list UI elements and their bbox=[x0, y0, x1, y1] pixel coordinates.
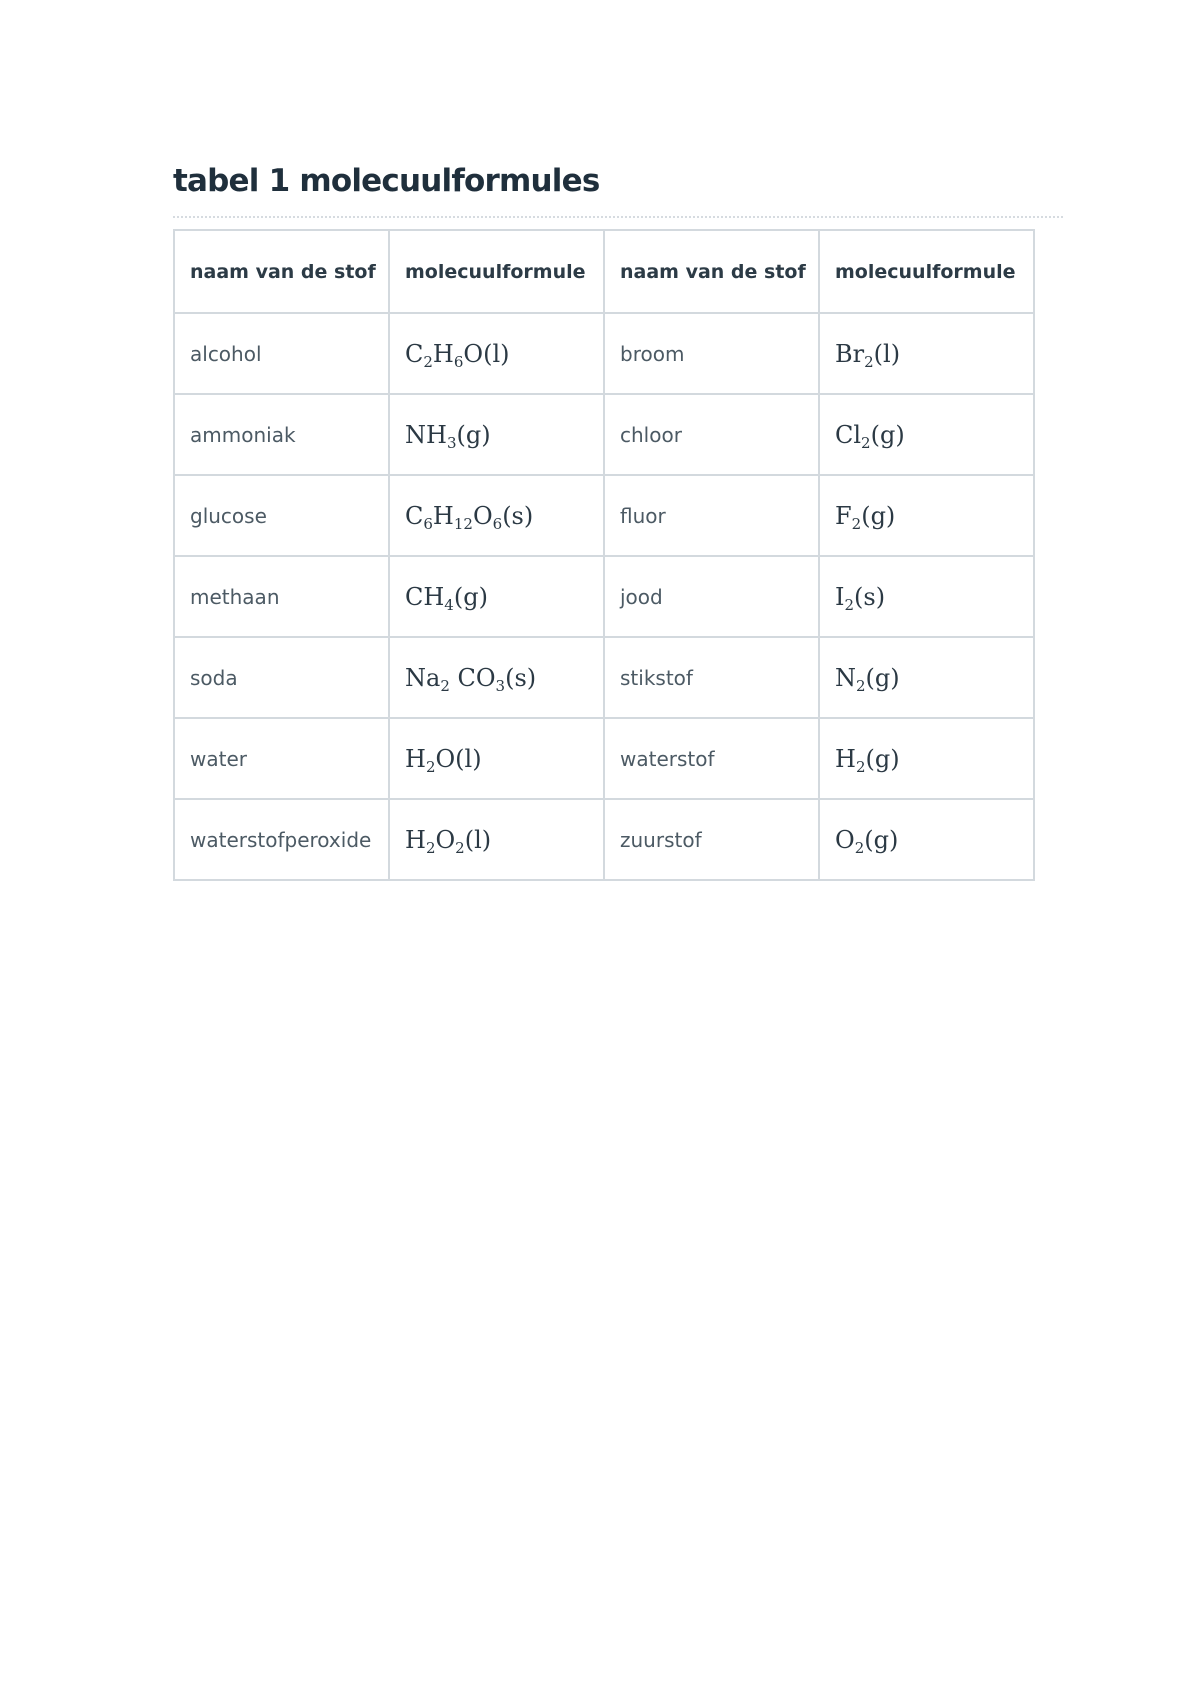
substance-name-left: waterstofperoxide bbox=[174, 799, 389, 880]
substance-name-right: stikstof bbox=[604, 637, 819, 718]
substance-name-left: water bbox=[174, 718, 389, 799]
molecular-formula-right: $Br_2(l)$ bbox=[819, 313, 1034, 394]
table-header-row bbox=[174, 230, 1034, 313]
molecular-formula-table bbox=[173, 229, 1035, 881]
molecular-formula-right: $H_2(g)$ bbox=[819, 718, 1034, 799]
molecular-formula-right: $I_2(s)$ bbox=[819, 556, 1034, 637]
molecular-formula-right: $O_2(g)$ bbox=[819, 799, 1034, 880]
column-header-formula-left: molecuulformule bbox=[389, 230, 604, 313]
molecular-formula-right: $F_2(g)$ bbox=[819, 475, 1034, 556]
substance-name-left: ammoniak bbox=[174, 394, 389, 475]
substance-name-right: waterstof bbox=[604, 718, 819, 799]
substance-name-right: jood bbox=[604, 556, 819, 637]
table-row bbox=[174, 718, 1034, 799]
molecular-formula-left: $Na_2$ $CO_3(s)$ bbox=[389, 637, 604, 718]
substance-name-left: glucose bbox=[174, 475, 389, 556]
column-header-name-right: naam van de stof bbox=[604, 230, 819, 313]
substance-name-right: zuurstof bbox=[604, 799, 819, 880]
substance-name-left: methaan bbox=[174, 556, 389, 637]
molecular-formula-left: $CH_4(g)$ bbox=[389, 556, 604, 637]
molecular-formula-right: $Cl_2(g)$ bbox=[819, 394, 1034, 475]
substance-name-left: alcohol bbox=[174, 313, 389, 394]
title-divider bbox=[173, 216, 1063, 218]
table-row bbox=[174, 556, 1034, 637]
substance-name-right: chloor bbox=[604, 394, 819, 475]
table-row bbox=[174, 313, 1034, 394]
molecular-formula-left: $H_2O(l)$ bbox=[389, 718, 604, 799]
column-header-formula-right: molecuulformule bbox=[819, 230, 1034, 313]
molecular-formula-right: $N_2(g)$ bbox=[819, 637, 1034, 718]
molecular-formula-left: $C_6H_{12}O_6(s)$ bbox=[389, 475, 604, 556]
page-title: tabel 1 molecuulformules bbox=[173, 163, 600, 199]
molecular-formula-left: $H_2O_2(l)$ bbox=[389, 799, 604, 880]
molecular-formula-left: $C_2H_6O(l)$ bbox=[389, 313, 604, 394]
table-row bbox=[174, 475, 1034, 556]
substance-name-right: broom bbox=[604, 313, 819, 394]
table-row bbox=[174, 799, 1034, 880]
table-row bbox=[174, 394, 1034, 475]
substance-name-left: soda bbox=[174, 637, 389, 718]
molecular-formula-left: $NH_3(g)$ bbox=[389, 394, 604, 475]
table-row bbox=[174, 637, 1034, 718]
column-header-name-left: naam van de stof bbox=[174, 230, 389, 313]
substance-name-right: fluor bbox=[604, 475, 819, 556]
